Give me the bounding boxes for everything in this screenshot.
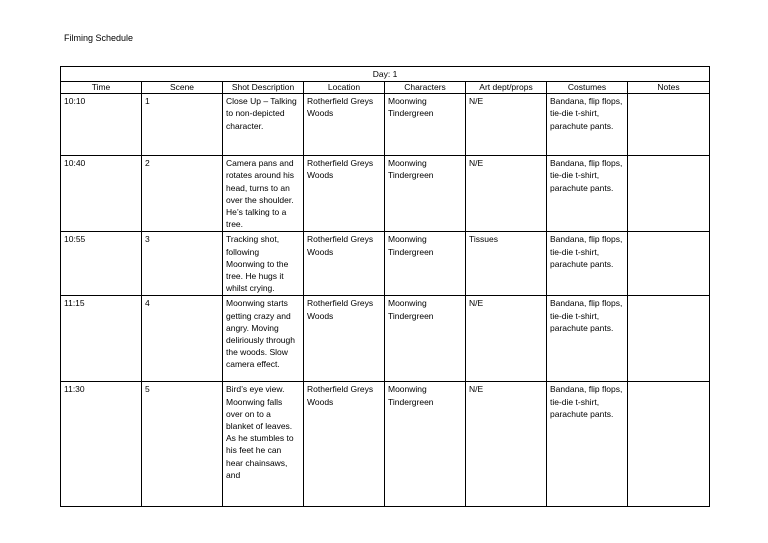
cell-props: N/E xyxy=(466,382,547,507)
cell-location: Rotherfield Greys Woods xyxy=(304,382,385,507)
cell-time: 11:30 xyxy=(61,382,142,507)
cell-shot-description: Tracking shot, following Moonwing to the tree. He hugs it whilst crying. xyxy=(223,232,304,296)
column-header-shot-description: Shot Description xyxy=(223,82,304,94)
cell-scene: 5 xyxy=(142,382,223,507)
day-label: Day: 1 xyxy=(61,67,710,82)
cell-scene: 2 xyxy=(142,156,223,232)
cell-notes xyxy=(628,156,710,232)
column-header-location: Location xyxy=(304,82,385,94)
filming-schedule-table xyxy=(60,66,710,507)
cell-notes xyxy=(628,296,710,382)
cell-time: 11:15 xyxy=(61,296,142,382)
column-header-costumes: Costumes xyxy=(547,82,628,94)
column-header-time: Time xyxy=(61,82,142,94)
cell-time: 10:10 xyxy=(61,94,142,156)
cell-characters: Moonwing Tindergreen xyxy=(385,382,466,507)
table-row xyxy=(61,156,710,232)
cell-time: 10:40 xyxy=(61,156,142,232)
cell-props: N/E xyxy=(466,296,547,382)
cell-location: Rotherfield Greys Woods xyxy=(304,94,385,156)
column-header-scene: Scene xyxy=(142,82,223,94)
cell-props: N/E xyxy=(466,156,547,232)
cell-characters: Moonwing Tindergreen xyxy=(385,156,466,232)
cell-costumes: Bandana, flip flops, tie-die t-shirt, parachute pants. xyxy=(547,232,628,296)
table-row xyxy=(61,296,710,382)
column-header-row xyxy=(61,82,710,94)
cell-scene: 4 xyxy=(142,296,223,382)
cell-shot-description: Close Up – Talking to non-depicted character. xyxy=(223,94,304,156)
cell-characters: Moonwing Tindergreen xyxy=(385,94,466,156)
cell-costumes: Bandana, flip flops, tie-die t-shirt, parachute pants. xyxy=(547,382,628,507)
table-row xyxy=(61,382,710,507)
cell-costumes: Bandana, flip flops, tie-die t-shirt, parachute pants. xyxy=(547,156,628,232)
document-title: Filming Schedule xyxy=(64,33,134,43)
column-header-characters: Characters xyxy=(385,82,466,94)
cell-costumes: Bandana, flip flops, tie-die t-shirt, parachute pants. xyxy=(547,296,628,382)
cell-shot-description: Moonwing starts getting crazy and angry. Moving deliriously through the woods. Slow camera effect. xyxy=(223,296,304,382)
cell-time: 10:55 xyxy=(61,232,142,296)
cell-location: Rotherfield Greys Woods xyxy=(304,296,385,382)
cell-shot-description: Bird’s eye view. Moonwing falls over on to a blanket of leaves. As he stumbles to his feet he can hear chainsaws, and xyxy=(223,382,304,507)
cell-props: Tissues xyxy=(466,232,547,296)
cell-costumes: Bandana, flip flops, tie-die t-shirt, parachute pants. xyxy=(547,94,628,156)
column-header-art-dept-props: Art dept/props xyxy=(466,82,547,94)
cell-characters: Moonwing Tindergreen xyxy=(385,232,466,296)
cell-notes xyxy=(628,232,710,296)
cell-location: Rotherfield Greys Woods xyxy=(304,156,385,232)
table-row xyxy=(61,232,710,296)
cell-scene: 3 xyxy=(142,232,223,296)
cell-characters: Moonwing Tindergreen xyxy=(385,296,466,382)
cell-shot-description: Camera pans and rotates around his head, turns to an over the shoulder. He’s talking to a tree. xyxy=(223,156,304,232)
cell-notes xyxy=(628,382,710,507)
cell-scene: 1 xyxy=(142,94,223,156)
column-header-notes: Notes xyxy=(628,82,710,94)
day-header-row xyxy=(61,67,710,82)
cell-props: N/E xyxy=(466,94,547,156)
table-row xyxy=(61,94,710,156)
cell-location: Rotherfield Greys Woods xyxy=(304,232,385,296)
cell-notes xyxy=(628,94,710,156)
